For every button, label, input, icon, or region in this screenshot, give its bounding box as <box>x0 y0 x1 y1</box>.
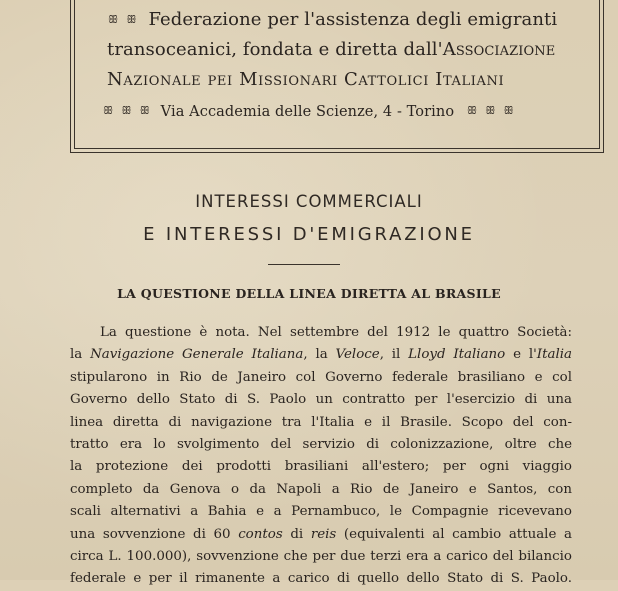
article-body <box>70 322 572 591</box>
body-text: , il <box>379 347 409 363</box>
header-association-text: Associazione <box>442 39 556 60</box>
ornament-icon: ꕥ <box>126 13 137 26</box>
body-italic-text: Veloce <box>335 347 380 363</box>
header-address-text: Via Accademia delle Scienze, 4 - Torino <box>160 104 455 120</box>
body-italic-text: reis <box>310 526 337 542</box>
body-italic-text: Lloyd Italiano <box>408 347 506 363</box>
ornament-icon: ꕥ <box>103 104 114 117</box>
body-italic-text: contos <box>238 526 283 542</box>
body-italic-text: Italia <box>536 347 572 363</box>
ornament-icon: ꕥ <box>503 104 514 117</box>
body-line: scali alternativi a Bahia e a Pernambuco, le Compagnie ricevevano <box>70 504 572 520</box>
body-line: completo da Genova o da Napoli a Rio de Janeiro e Santos, con <box>70 481 572 497</box>
section-heading: LA QUESTIONE DELLA LINEA DIRETTA AL BRASILE <box>117 286 501 301</box>
body-line: Governo dello Stato di S. Paolo un contratto per l'esercizio di una <box>70 392 572 408</box>
body-text: di <box>282 526 311 542</box>
ornament-icon: ꕥ <box>108 13 119 26</box>
body-line: federale e per il rimanente a carico di quello dello Stato di S. Paolo. <box>70 571 572 587</box>
header-line-3 <box>107 69 504 90</box>
body-italic-text: Navigazione Generale Italiana <box>90 347 304 363</box>
ornament-icon: ꕥ <box>139 104 150 117</box>
header-address-line <box>103 104 514 120</box>
body-text: (equivalenti al cambio attuale a <box>336 526 572 542</box>
body-text: una sovvenzione di 60 <box>70 526 239 542</box>
header-founded-text: transoceanici, fondata e diretta dall' <box>107 39 443 60</box>
header-line-1 <box>108 9 557 30</box>
title-divider <box>268 264 340 265</box>
ornament-icon: ꕥ <box>466 104 478 117</box>
body-line <box>70 344 572 366</box>
body-line: la protezione dei prodotti brasiliani all'estero; per ogni viaggio <box>70 459 572 475</box>
header-line-2 <box>107 39 555 60</box>
header-federation-text: Federazione per l'assistenza degli emigranti <box>148 9 558 30</box>
body-text: e l' <box>505 347 537 363</box>
body-text: la <box>70 347 91 363</box>
ornament-icon: ꕥ <box>485 104 496 117</box>
article-title-line-1: INTERESSI COMMERCIALI <box>195 192 423 211</box>
body-line <box>70 524 572 546</box>
body-line: tratto era lo svolgimento del servizio di colonizzazione, oltre che <box>70 436 572 452</box>
ornament-icon: ꕥ <box>121 104 132 117</box>
article-title-line-2: E INTERESSI D'EMIGRAZIONE <box>143 224 475 245</box>
body-text: , la <box>303 347 336 363</box>
body-line: La questione è nota. Nel settembre del 1912 le quattro Società: <box>100 325 572 340</box>
body-line: linea diretta di navigazione tra l'Italia e il Brasile. Scopo del con- <box>70 414 572 430</box>
header-association-name: Nazionale pei Missionari Cattolici Italiani <box>107 69 505 90</box>
body-line: circa L. 100.000), sovvenzione che per due terzi era a carico del bilancio <box>70 548 572 564</box>
body-line: stipularono in Rio de Janeiro col Governo federale brasiliano e col <box>70 369 572 385</box>
